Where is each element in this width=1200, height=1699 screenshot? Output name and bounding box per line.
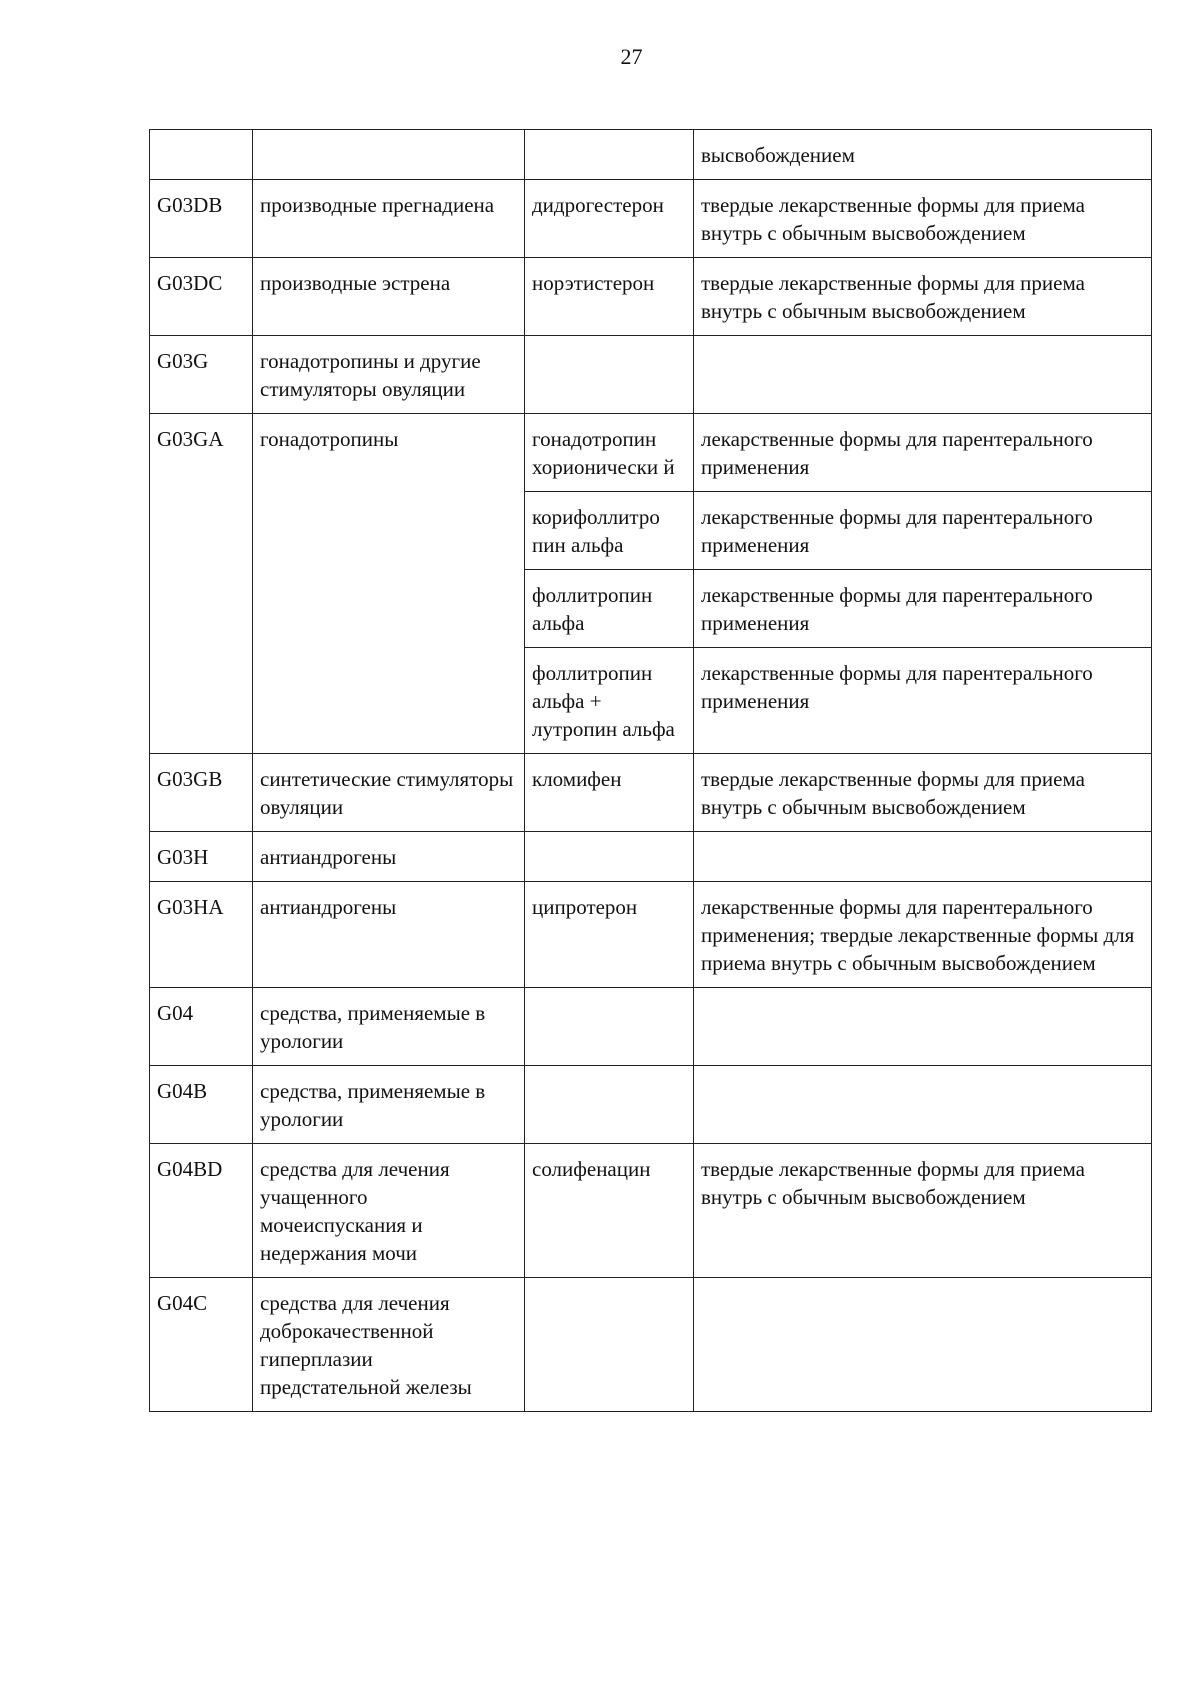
table-row (150, 130, 1152, 180)
atc-code-cell: G03H (150, 832, 253, 882)
pharmacological-group-cell: антиандрогены (253, 882, 525, 988)
pharmacological-group-cell: средства, применяемые в урологии (253, 988, 525, 1066)
atc-code-cell (150, 130, 253, 180)
dosage-form-cell: высвобождением (694, 130, 1152, 180)
pharmacological-group-cell: гонадотропины (253, 414, 525, 754)
drug-name-cell: ципротерон (525, 882, 694, 988)
drug-name-cell (525, 832, 694, 882)
table-row (150, 832, 1152, 882)
drug-name-cell (525, 336, 694, 414)
drug-table-body (150, 130, 1152, 1412)
dosage-form-cell (694, 336, 1152, 414)
pharmacological-group-cell (253, 130, 525, 180)
pharmacological-group-cell: средства, применяемые в урологии (253, 1066, 525, 1144)
drug-name-cell: кломифен (525, 754, 694, 832)
pharmacological-group-cell: гонадотропины и другие стимуляторы овуляции (253, 336, 525, 414)
dosage-form-cell: твердые лекарственные формы для приема внутрь с обычным высвобождением (694, 258, 1152, 336)
drug-name-cell (525, 1278, 694, 1412)
atc-code-cell: G04C (150, 1278, 253, 1412)
table-row (150, 1144, 1152, 1278)
atc-code-cell: G03DC (150, 258, 253, 336)
dosage-form-cell: твердые лекарственные формы для приема внутрь с обычным высвобождением (694, 754, 1152, 832)
dosage-form-cell: твердые лекарственные формы для приема внутрь с обычным высвобождением (694, 180, 1152, 258)
dosage-form-cell: лекарственные формы для парентерального применения (694, 570, 1152, 648)
drug-table (149, 129, 1152, 1412)
drug-name-cell: фоллитропин альфа + лутропин альфа (525, 648, 694, 754)
dosage-form-cell (694, 988, 1152, 1066)
drug-name-cell: солифенацин (525, 1144, 694, 1278)
page-number: 27 (620, 44, 643, 69)
pharmacological-group-cell: синтетические стимуляторы овуляции (253, 754, 525, 832)
dosage-form-cell: лекарственные формы для парентерального применения (694, 492, 1152, 570)
dosage-form-cell (694, 832, 1152, 882)
dosage-form-cell: твердые лекарственные формы для приема внутрь с обычным высвобождением (694, 1144, 1152, 1278)
table-row (150, 1278, 1152, 1412)
dosage-form-cell (694, 1278, 1152, 1412)
table-row (150, 754, 1152, 832)
drug-name-cell (525, 130, 694, 180)
table-row (150, 414, 1152, 492)
atc-code-cell: G04B (150, 1066, 253, 1144)
drug-name-cell: дидрогестерон (525, 180, 694, 258)
drug-name-cell (525, 988, 694, 1066)
drug-name-cell (525, 1066, 694, 1144)
table-row (150, 258, 1152, 336)
atc-code-cell: G03G (150, 336, 253, 414)
dosage-form-cell: лекарственные формы для парентерального применения (694, 414, 1152, 492)
atc-code-cell: G03HA (150, 882, 253, 988)
table-row (150, 1066, 1152, 1144)
dosage-form-cell (694, 1066, 1152, 1144)
drug-name-cell: корифоллитро пин альфа (525, 492, 694, 570)
drug-name-cell: гонадотропин хорионически й (525, 414, 694, 492)
pharmacological-group-cell: средства для лечения доброкачественной гиперплазии предстательной железы (253, 1278, 525, 1412)
dosage-form-cell: лекарственные формы для парентерального применения (694, 648, 1152, 754)
pharmacological-group-cell: антиандрогены (253, 832, 525, 882)
atc-code-cell: G04BD (150, 1144, 253, 1278)
pharmacological-group-cell: производные прегнадиена (253, 180, 525, 258)
drug-name-cell: фоллитропин альфа (525, 570, 694, 648)
table-row (150, 882, 1152, 988)
dosage-form-cell: лекарственные формы для парентерального применения; твердые лекарственные формы для приема внутрь с обычным высвобождением (694, 882, 1152, 988)
atc-code-cell: G04 (150, 988, 253, 1066)
table-row (150, 180, 1152, 258)
atc-code-cell: G03DB (150, 180, 253, 258)
pharmacological-group-cell: средства для лечения учащенного мочеиспускания и недержания мочи (253, 1144, 525, 1278)
atc-code-cell: G03GA (150, 414, 253, 754)
table-row (150, 336, 1152, 414)
drug-name-cell: норэтистерон (525, 258, 694, 336)
atc-code-cell: G03GB (150, 754, 253, 832)
table-row (150, 988, 1152, 1066)
pharmacological-group-cell: производные эстрена (253, 258, 525, 336)
